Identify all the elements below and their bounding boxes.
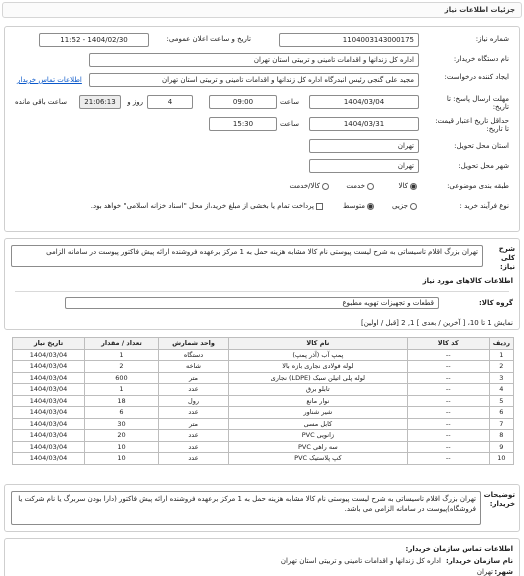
cell-date: 1404/03/04 bbox=[13, 361, 85, 373]
buyer-org-field: اداره کل زندانها و اقدامات تامینی و تربیتی استان تهران bbox=[89, 53, 419, 67]
col-name: نام کالا bbox=[229, 338, 408, 350]
validity-time-field: 15:30 bbox=[209, 117, 277, 131]
reply-deadline-label: مهلت ارسال پاسخ: تا تاریخ: bbox=[446, 95, 509, 112]
reply-time-field: 09:00 bbox=[209, 95, 277, 109]
cell-unit: عدد bbox=[159, 384, 229, 396]
table-row bbox=[13, 418, 514, 430]
cell-date: 1404/03/04 bbox=[13, 395, 85, 407]
reply-date-field: 1404/03/04 bbox=[309, 95, 419, 109]
col-row: ردیف bbox=[489, 338, 513, 350]
cell-unit: عدد bbox=[159, 453, 229, 465]
city-label: شهر محل تحویل: bbox=[458, 162, 509, 170]
validity-label: حداقل تاریخ اعتبار قیمت: تا تاریخ: bbox=[435, 117, 509, 134]
buyer-notes-label: توضیحات خریدار: bbox=[483, 491, 515, 508]
announce-label: تاریخ و ساعت اعلان عمومی: bbox=[166, 35, 251, 43]
process-option-label: متوسط bbox=[343, 202, 365, 210]
buyer-notes-panel bbox=[4, 484, 520, 532]
pagination[interactable]: نمایش 1 تا 10، [ آخرین / بعدی ] 1, 2 [قبل / اولین] bbox=[360, 319, 513, 327]
category-option-service[interactable] bbox=[346, 182, 374, 190]
cell-date: 1404/03/04 bbox=[13, 372, 85, 384]
cell-qty: 2 bbox=[85, 361, 159, 373]
validity-time-label: ساعت bbox=[279, 120, 299, 128]
cell-code: -- bbox=[407, 372, 489, 384]
contact-city-label: شهر: bbox=[494, 568, 513, 576]
goods-table-wrap bbox=[12, 337, 514, 465]
contact-org-value: اداره کل زندانها و اقدامات تامینی و تربیتی استان تهران bbox=[280, 557, 441, 565]
cell-code: -- bbox=[407, 349, 489, 361]
checkbox-icon bbox=[316, 203, 323, 210]
cell-name: کابل مسی bbox=[229, 418, 408, 430]
cell-row: 9 bbox=[489, 441, 513, 453]
cell-row: 5 bbox=[489, 395, 513, 407]
buyer-contact-link[interactable]: اطلاعات تماس خریدار bbox=[17, 76, 82, 84]
cell-qty: 600 bbox=[85, 372, 159, 384]
goods-group-field: قطعات و تجهیزات تهویه مطبوع bbox=[65, 297, 439, 309]
cell-date: 1404/03/04 bbox=[13, 384, 85, 396]
cell-row: 8 bbox=[489, 430, 513, 442]
radio-selected-icon bbox=[410, 183, 417, 190]
need-number-label: شماره نیاز: bbox=[475, 35, 509, 43]
cell-date: 1404/03/04 bbox=[13, 441, 85, 453]
category-option-goods[interactable] bbox=[399, 182, 417, 190]
table-row bbox=[13, 407, 514, 419]
cell-name: لوله پلی اتیلن سبک (LDPE) نجاری bbox=[229, 372, 408, 384]
table-row bbox=[13, 430, 514, 442]
province-label: استان محل تحویل: bbox=[454, 142, 509, 150]
radio-icon bbox=[322, 183, 329, 190]
col-qty: تعداد / مقدار bbox=[85, 338, 159, 350]
summary-panel bbox=[4, 238, 520, 330]
cell-code: -- bbox=[407, 384, 489, 396]
contact-city-value: تهران bbox=[476, 568, 493, 576]
cell-unit: عدد bbox=[159, 407, 229, 419]
cell-date: 1404/03/04 bbox=[13, 349, 85, 361]
process-option-label: جزیی bbox=[392, 202, 408, 210]
payment-checkbox[interactable] bbox=[91, 202, 323, 210]
cell-name: کپ پلاستیک PVC bbox=[229, 453, 408, 465]
cell-name: سه راهی PVC bbox=[229, 441, 408, 453]
cell-unit: متر bbox=[159, 418, 229, 430]
contact-section-title: اطلاعات تماس سازمان خریدار: bbox=[405, 545, 513, 553]
cell-date: 1404/03/04 bbox=[13, 407, 85, 419]
cell-unit: رول bbox=[159, 395, 229, 407]
col-unit: واحد شمارش bbox=[159, 338, 229, 350]
col-date: تاریخ نیاز bbox=[13, 338, 85, 350]
summary-label: شرح کلی نیاز: bbox=[498, 245, 515, 271]
creator-row bbox=[15, 73, 509, 89]
cell-unit: عدد bbox=[159, 430, 229, 442]
category-option-label: کالا bbox=[398, 182, 408, 190]
cell-code: -- bbox=[407, 407, 489, 419]
category-option-label: کالا/خدمت bbox=[289, 182, 320, 190]
cell-name: شیر شناور bbox=[229, 407, 408, 419]
creator-field: مجید علی گنجی رئیس انبدرگاه اداره کل زندانها و اقدامات تامینی و تربیتی استان تهران bbox=[89, 73, 419, 87]
buyer-org-label: نام دستگاه خریدار: bbox=[453, 55, 509, 63]
cell-date: 1404/03/04 bbox=[13, 430, 85, 442]
table-row bbox=[13, 384, 514, 396]
city-row bbox=[15, 159, 509, 175]
goods-group-label: گروه کالا: bbox=[478, 299, 513, 307]
radio-icon bbox=[410, 203, 417, 210]
cell-qty: 20 bbox=[85, 430, 159, 442]
summary-text: تهران بزرگ اقلام تاسیساتی به شرح لیست پیوستی نام کالا مشابه هزینه حمل به 1 مرکز برعهده فروشنده ارائه پیش فاکتور پیوست در سامانه الزامی bbox=[11, 245, 483, 267]
table-row bbox=[13, 361, 514, 373]
cell-code: -- bbox=[407, 395, 489, 407]
need-number-row bbox=[15, 33, 509, 49]
cell-name: نوار مانع bbox=[229, 395, 408, 407]
province-row bbox=[15, 139, 509, 155]
payment-text: پرداخت تمام یا بخشی از مبلغ خرید،از محل "اسناد خزانه اسلامی" خواهد بود. bbox=[90, 202, 314, 210]
remaining-label: ساعت باقی مانده bbox=[15, 98, 67, 106]
goods-table bbox=[12, 337, 514, 465]
cell-name: زانویی PVC bbox=[229, 430, 408, 442]
process-option-medium[interactable] bbox=[343, 202, 374, 210]
cell-qty: 1 bbox=[85, 349, 159, 361]
category-option-both[interactable] bbox=[290, 182, 329, 190]
days-label: روز و bbox=[127, 98, 143, 106]
cell-row: 4 bbox=[489, 384, 513, 396]
radio-icon bbox=[367, 183, 374, 190]
cell-unit: شاخه bbox=[159, 361, 229, 373]
cell-qty: 30 bbox=[85, 418, 159, 430]
announce-field: 1404/02/30 - 11:52 bbox=[39, 33, 149, 47]
cell-row: 10 bbox=[489, 453, 513, 465]
cell-code: -- bbox=[407, 430, 489, 442]
cell-name: لوله فولادی نجاری بازه بالا bbox=[229, 361, 408, 373]
cell-qty: 18 bbox=[85, 395, 159, 407]
process-option-partial[interactable] bbox=[392, 202, 417, 210]
cell-name: پمپ آب (آذر پمپ) bbox=[229, 349, 408, 361]
cell-row: 3 bbox=[489, 372, 513, 384]
cell-unit: عدد bbox=[159, 441, 229, 453]
cell-name: تابلو برق bbox=[229, 384, 408, 396]
goods-section-title: اطلاعات کالاهای مورد نیاز bbox=[422, 277, 513, 285]
table-row bbox=[13, 441, 514, 453]
cell-date: 1404/03/04 bbox=[13, 453, 85, 465]
cell-code: -- bbox=[407, 441, 489, 453]
cell-unit: دستگاه bbox=[159, 349, 229, 361]
cell-row: 6 bbox=[489, 407, 513, 419]
cell-code: -- bbox=[407, 361, 489, 373]
buyer-notes-text: تهران بزرگ اقلام تاسیساتی به شرح لیست پیوستی نام کالا مشابه هزینه حمل به 1 مرکز برعهده فروشنده ارائه پیش فاکتور (دارا بودن سربرگ یا نام شرکت یا فروشگاه)پیوست در سامانه الزامی می باشد. bbox=[11, 491, 481, 525]
cell-row: 1 bbox=[489, 349, 513, 361]
table-row bbox=[13, 349, 514, 361]
page-title: جزئیات اطلاعات نیاز bbox=[2, 2, 522, 18]
category-label: طبقه بندی موضوعی: bbox=[447, 182, 509, 190]
col-code: کد کالا bbox=[407, 338, 489, 350]
reply-time-label: ساعت bbox=[279, 98, 299, 106]
process-row bbox=[15, 199, 509, 215]
validity-row bbox=[15, 117, 509, 133]
process-label: نوع فرآیند خرید : bbox=[459, 202, 509, 210]
validity-date-field: 1404/03/31 bbox=[309, 117, 419, 131]
creator-label: ایجاد کننده درخواست: bbox=[444, 73, 509, 81]
need-number-field: 1104003143000175 bbox=[279, 33, 419, 47]
table-row bbox=[13, 395, 514, 407]
cell-unit: متر bbox=[159, 372, 229, 384]
need-details-panel bbox=[4, 26, 520, 232]
contact-panel bbox=[4, 538, 520, 576]
cell-qty: 10 bbox=[85, 453, 159, 465]
table-header-row bbox=[13, 338, 514, 350]
radio-selected-icon bbox=[367, 203, 374, 210]
cell-row: 7 bbox=[489, 418, 513, 430]
cell-code: -- bbox=[407, 418, 489, 430]
remaining-time-field: 21:06:13 bbox=[79, 95, 121, 109]
category-row bbox=[15, 179, 509, 195]
city-field: تهران bbox=[309, 159, 419, 173]
days-field: 4 bbox=[147, 95, 193, 109]
cell-qty: 10 bbox=[85, 441, 159, 453]
cell-code: -- bbox=[407, 453, 489, 465]
buyer-org-row bbox=[15, 53, 509, 69]
cell-date: 1404/03/04 bbox=[13, 418, 85, 430]
table-row bbox=[13, 453, 514, 465]
contact-org-label: نام سازمان خریدار: bbox=[445, 557, 513, 565]
cell-qty: 6 bbox=[85, 407, 159, 419]
category-option-label: خدمت bbox=[346, 182, 365, 190]
cell-qty: 1 bbox=[85, 384, 159, 396]
table-row bbox=[13, 372, 514, 384]
province-field: تهران bbox=[309, 139, 419, 153]
cell-row: 2 bbox=[489, 361, 513, 373]
reply-deadline-row bbox=[15, 95, 509, 111]
